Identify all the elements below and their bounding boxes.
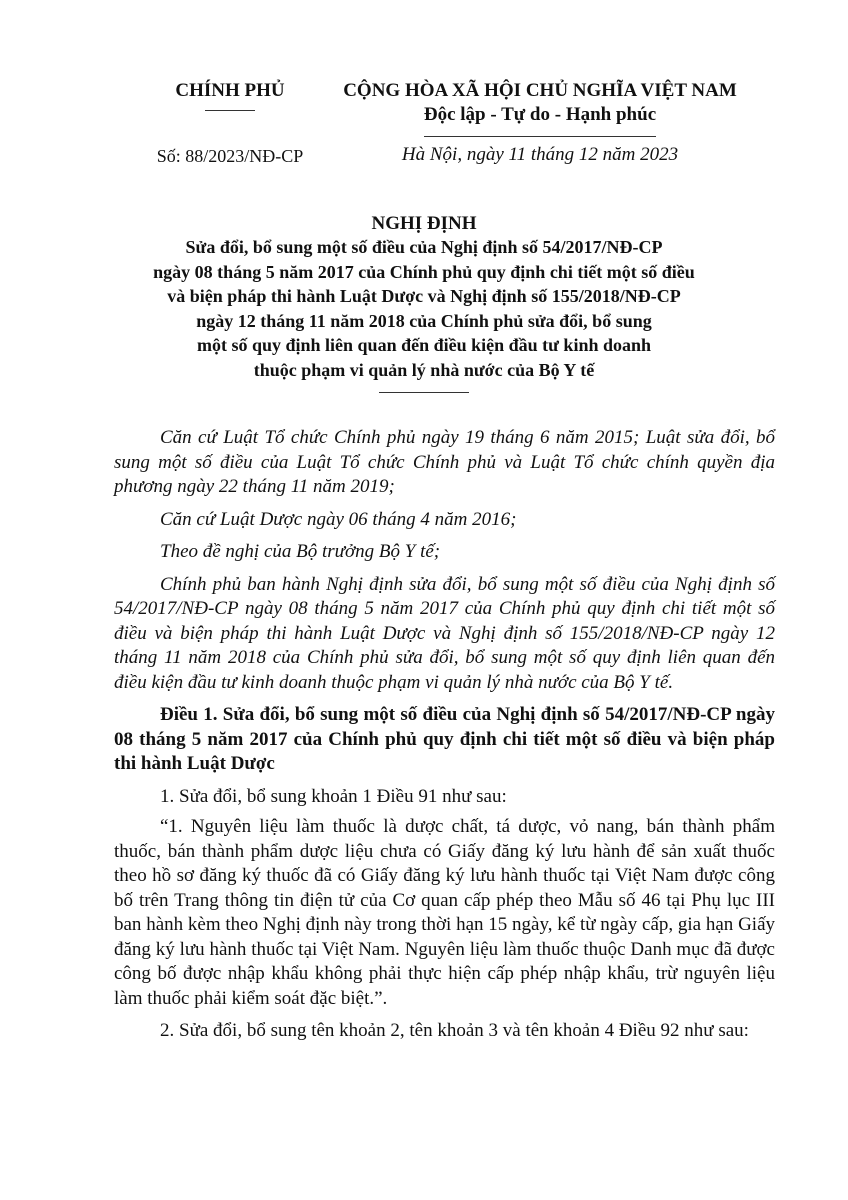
clause-2-intro: 2. Sửa đổi, bổ sung tên khoản 2, tên khoản 3 và tên khoản 4 Điều 92 như sau: <box>160 1020 749 1041</box>
clause-1-text: “1. Nguyên liệu làm thuốc là dược chất, tá dược, vỏ nang, bán thành phẩm thuốc, bán thành phẩm dược liệu chưa có Giấy đăng ký lưu hành để sản xuất thuốc theo hồ sơ đăng ký thuốc đã có Giấy đăng ký lưu hành thuốc tại Việt Nam được công bố trên Trang thông tin điện tử của Cơ quan cấp phép theo Mẫu số 46 tại Phụ lục III ban hành kèm theo Nghị định này trong thời hạn 15 ngày, kể từ ngày cấp, gia hạn Giấy đăng ký lưu hành thuốc tại Việt Nam. Nguyên liệu làm thuốc thuộc Danh mục đã được công bố được nhập khẩu không phải thực hiện cấp phép nhập khẩu, trừ nguyên liệu làm thuốc phải kiểm soát đặc biệt.”. <box>114 816 775 1009</box>
issuing-agency-block <box>150 80 310 111</box>
document-subtitle-line: một số quy định liên quan đến điều kiện đầu tư kinh doanh <box>197 335 651 355</box>
title-underline <box>379 392 469 393</box>
national-title-block <box>320 80 760 137</box>
preamble-proposal: Theo đề nghị của Bộ trưởng Bộ Y tế; <box>160 541 441 562</box>
document-subtitle-line: ngày 08 tháng 5 năm 2017 của Chính phủ quy định chi tiết một số điều <box>153 261 695 282</box>
document-subtitle-line: thuộc phạm vi quản lý nhà nước của Bộ Y tế <box>253 359 595 380</box>
document-type: NGHỊ ĐỊNH <box>371 213 477 234</box>
issuing-agency: CHÍNH PHỦ <box>175 80 285 101</box>
document-title-block <box>150 212 698 393</box>
document-subtitle-line: ngày 12 tháng 11 năm 2018 của Chính phủ sửa đổi, bổ sung <box>196 310 652 331</box>
document-subtitle-line: Sửa đổi, bổ sung một số điều của Nghị định số 54/2017/NĐ-CP <box>185 237 663 257</box>
clause-1-intro: 1. Sửa đổi, bổ sung khoản 1 Điều 91 như sau: <box>160 785 507 807</box>
article-1-heading: Điều 1. Sửa đổi, bổ sung một số điều của Nghị định số 54/2017/NĐ-CP ngày 08 tháng 5 năm 2017 của Chính phủ quy định chi tiết một số điều và biện pháp thi hành Luật Dược <box>114 704 775 774</box>
preamble-legal-basis-1: Căn cứ Luật Tổ chức Chính phủ ngày 19 tháng 6 năm 2015; Luật sửa đổi, bổ sung một số điều của Luật Tổ chức Chính phủ và Luật Tổ chức chính quyền địa phương ngày 22 tháng 11 năm 2019; <box>114 427 775 497</box>
national-motto: Độc lập - Tự do - Hạnh phúc <box>423 104 657 125</box>
motto-underline <box>424 136 656 137</box>
document-header <box>0 80 848 180</box>
agency-underline <box>205 110 255 111</box>
document-body <box>114 426 775 1052</box>
document-subtitle-line: và biện pháp thi hành Luật Dược và Nghị định số 155/2018/NĐ-CP <box>167 286 681 306</box>
place-and-date: Hà Nội, ngày 11 tháng 12 năm 2023 <box>401 144 679 165</box>
document-number: Số: 88/2023/NĐ-CP <box>156 146 304 166</box>
preamble-legal-basis-2: Căn cứ Luật Dược ngày 06 tháng 4 năm 2016; <box>160 508 517 530</box>
preamble-enactment: Chính phủ ban hành Nghị định sửa đổi, bổ sung một số điều của Nghị định số 54/2017/NĐ-CP ngày 08 tháng 5 năm 2017 của Chính phủ quy định chi tiết một số điều và biện pháp thi hành Luật Dược và Nghị định số 155/2018/NĐ-CP ngày 12 tháng 11 năm 2018 của Chính phủ sửa đổi, bổ sung một số quy định liên quan đến điều kiện đầu tư kinh doanh thuộc phạm vi quản lý nhà nước của Bộ Y tế. <box>114 573 775 693</box>
national-title: CỘNG HÒA XÃ HỘI CHỦ NGHĨA VIỆT NAM <box>343 80 737 101</box>
